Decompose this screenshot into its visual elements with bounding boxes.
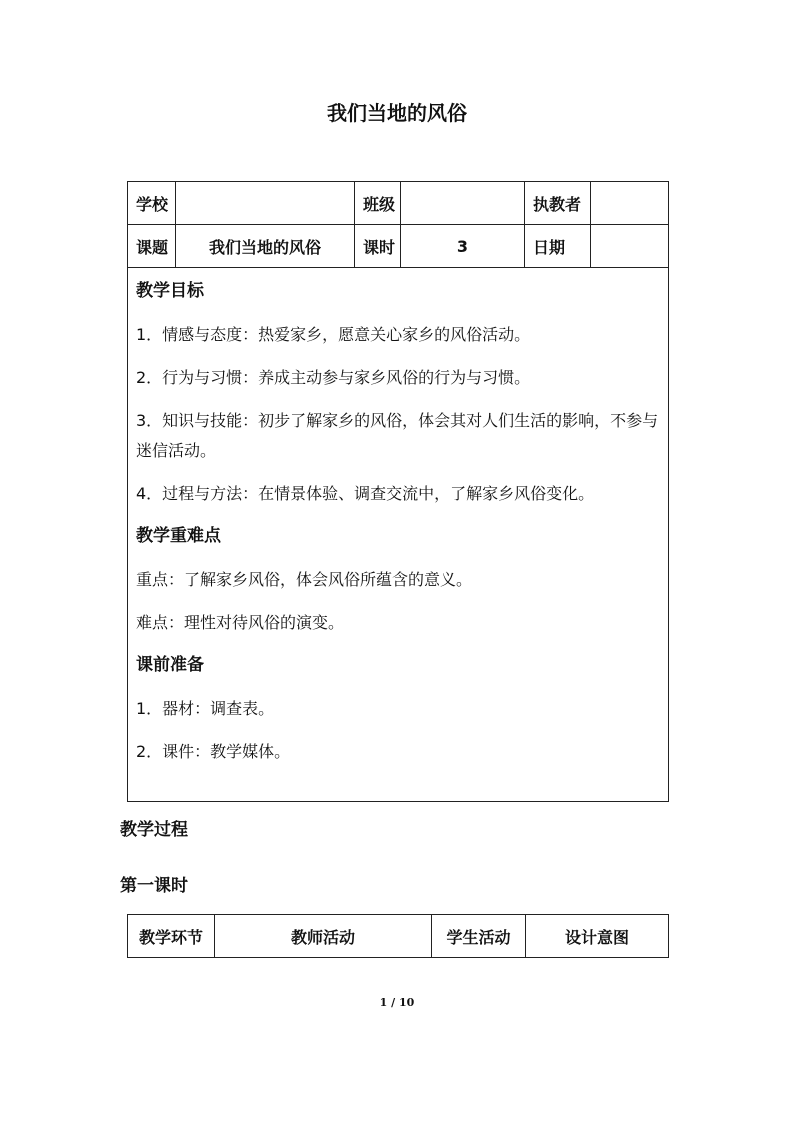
process-heading: 教学过程 xyxy=(120,820,188,840)
objective-item: 3．知识与技能：初步了解家乡的风俗，体会其对人们生活的影响，不参与迷信活动。 xyxy=(136,411,659,460)
key-point-item: 难点：理性对待风俗的演变。 xyxy=(136,613,345,632)
preparation-list xyxy=(136,694,660,767)
process-header-cell: 设计意图 xyxy=(526,915,669,958)
lesson-body-cell xyxy=(128,268,669,802)
class-label: 班级 xyxy=(355,182,401,225)
hours-value: 3 xyxy=(401,225,525,268)
lesson-info-table xyxy=(127,181,669,802)
date-label: 日期 xyxy=(525,225,591,268)
preparation-item: 1．器材：调查表。 xyxy=(136,699,275,718)
preparation-heading: 课前准备 xyxy=(136,655,204,675)
process-header-cell: 学生活动 xyxy=(432,915,526,958)
objectives-list xyxy=(136,320,660,509)
objectives-heading: 教学目标 xyxy=(136,281,204,301)
objective-item: 2．行为与习惯：养成主动参与家乡风俗的行为与习惯。 xyxy=(136,368,531,387)
page-number: 1 / 10 xyxy=(379,996,415,1009)
topic-value: 我们当地的风俗 xyxy=(176,225,355,268)
topic-label: 课题 xyxy=(128,225,176,268)
process-header-cell: 教师活动 xyxy=(215,915,432,958)
key-points-heading: 教学重难点 xyxy=(136,526,221,546)
class-value xyxy=(401,182,525,225)
preparation-item: 2．课件：教学媒体。 xyxy=(136,742,291,761)
key-point-item: 重点：了解家乡风俗，体会风俗所蕴含的意义。 xyxy=(136,570,473,589)
process-header-row xyxy=(128,915,669,958)
process-header-cell: 教学环节 xyxy=(128,915,215,958)
key-points-list xyxy=(136,565,660,638)
info-row-2 xyxy=(128,225,669,268)
objective-item: 1．情感与态度：热爱家乡，愿意关心家乡的风俗活动。 xyxy=(136,325,531,344)
lesson-heading: 第一课时 xyxy=(120,876,188,896)
document-title: 我们当地的风俗 xyxy=(327,101,467,125)
date-value xyxy=(591,225,669,268)
info-row-body xyxy=(128,268,669,802)
hours-label: 课时 xyxy=(355,225,401,268)
teacher-label: 执教者 xyxy=(525,182,591,225)
info-row-1 xyxy=(128,182,669,225)
teacher-value xyxy=(591,182,669,225)
school-label: 学校 xyxy=(128,182,176,225)
process-table xyxy=(127,914,669,958)
objective-item: 4．过程与方法：在情景体验、调查交流中，了解家乡风俗变化。 xyxy=(136,484,595,503)
school-value xyxy=(176,182,355,225)
